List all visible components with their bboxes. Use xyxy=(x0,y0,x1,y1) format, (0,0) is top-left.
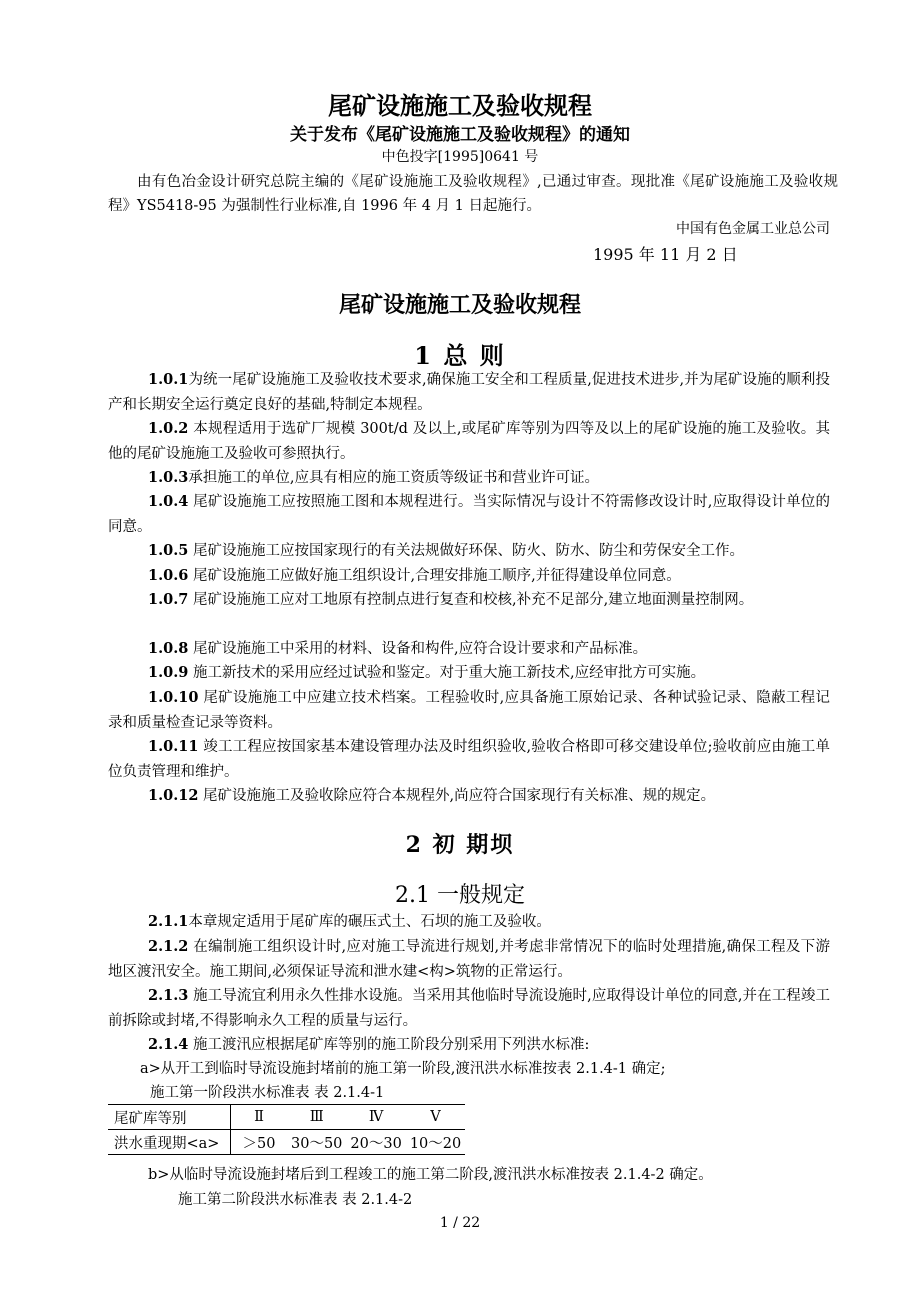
clause: 1.0.8 尾矿设施施工中采用的材料、设备和构件,应符合设计要求和产品标准。 xyxy=(148,640,648,657)
table-cell: Ⅱ xyxy=(231,1105,288,1130)
clause: 2.1.4 施工渡汛应根据尾矿库等别的施工阶段分别采用下列洪水标准: xyxy=(148,1036,590,1053)
page-number: 1 / 22 xyxy=(439,1215,481,1231)
table-1-caption: 施工第一阶段洪水标准表 表 2.1.4-1 xyxy=(150,1085,385,1101)
document-title: 尾矿设施施工及验收规程 xyxy=(328,91,592,120)
clause: 1.0.6 尾矿设施施工应做好施工组织设计,合理安排施工顺序,并征得建设单位同意。 xyxy=(148,567,681,584)
clause: 1.0.2 本规程适用于选矿厂规模 300t/d 及以上,或尾矿库等别为四等及以上的尾矿设施的施工及验收。其他的尾矿设施施工及验收可参照执行。 xyxy=(108,420,830,462)
item-b: b>从临时导流设施封堵后到工程竣工的施工第二阶段,渡汛洪水标准按表 2.1.4-2 确定。 xyxy=(148,1167,713,1183)
table-cell: 洪水重现期<a> xyxy=(108,1130,231,1155)
table-cell: 尾矿库等别 xyxy=(108,1105,231,1130)
clause: 1.0.11 竣工工程应按国家基本建设管理办法及时组织验收,验收合格即可移交建设单位;验收前应由施工单位负责管理和维护。 xyxy=(108,738,830,780)
table-cell: Ⅳ xyxy=(346,1105,405,1130)
item-a: a>从开工到临时导流设施封堵前的施工第一阶段,渡汛洪水标准按表 2.1.4-1 确定; xyxy=(140,1061,666,1077)
clause: 1.0.12 尾矿设施施工及验收除应符合本规程外,尚应符合国家现行有关标准、规的规定。 xyxy=(148,787,716,804)
clause: 2.1.2 在编制施工组织设计时,应对施工导流进行规划,并考虑非常情况下的临时处理措施,确保工程及下游地区渡汛安全。施工期间,必须保证导流和泄水建<构>筑物的正常运行。 xyxy=(108,938,830,980)
table-cell: ＞50 xyxy=(231,1130,288,1155)
clause: 2.1.3 施工导流宜利用永久性排水设施。当采用其他临时导流设施时,应取得设计单位的同意,并在工程竣工前拆除或封堵,不得影响永久工程的质量与运行。 xyxy=(108,987,830,1029)
flood-standard-table-1 xyxy=(108,1104,465,1155)
issuer: 中国有色金属工业总公司 xyxy=(676,221,830,237)
issue-date: 1995 年 11 月 2 日 xyxy=(593,245,738,264)
clause: 1.0.10 尾矿设施施工中应建立技术档案。工程验收时,应具备施工原始记录、各种试验记录、隐蔽工程记录和质量检查记录等资料。 xyxy=(108,689,830,731)
chapter-1-heading: 1 总 则 xyxy=(414,341,506,370)
table-cell: Ⅴ xyxy=(406,1105,465,1130)
table-cell: 30～50 xyxy=(287,1130,346,1155)
section-2-1-heading: 2.1 一般规定 xyxy=(395,883,525,908)
clause: 2.1.1本章规定适用于尾矿库的碾压式土、石坝的施工及验收。 xyxy=(148,913,551,930)
clause: 1.0.7 尾矿设施施工应对工地原有控制点进行复查和校核,补充不足部分,建立地面测量控制网。 xyxy=(148,591,754,608)
clause: 1.0.3承担施工的单位,应具有相应的施工资质等级证书和营业许可证。 xyxy=(148,469,599,486)
clause: 1.0.1为统一尾矿设施施工及验收技术要求,确保施工安全和工程质量,促进技术进步,并为尾矿设施的顺利投产和长期安全运行奠定良好的基础,特制定本规程。 xyxy=(108,371,830,413)
main-title: 尾矿设施施工及验收规程 xyxy=(338,292,581,318)
table-row xyxy=(108,1130,465,1155)
notice-body: 由有色冶金设计研究总院主编的《尾矿设施施工及验收规程》,已通过审查。现批准《尾矿设施施工及验收规程》YS5418-95 为强制性行业标准,自 1996 年 4 月 1 日起施行。 xyxy=(108,174,838,214)
notice-title: 关于发布《尾矿设施施工及验收规程》的通知 xyxy=(290,125,630,145)
table-cell: Ⅲ xyxy=(287,1105,346,1130)
clause: 1.0.9 施工新技术的采用应经过试验和鉴定。对于重大施工新技术,应经审批方可实施。 xyxy=(148,664,706,681)
table-cell: 10～20 xyxy=(406,1130,465,1155)
clause: 1.0.4 尾矿设施施工应按照施工图和本规程进行。当实际情况与设计不符需修改设计时,应取得设计单位的同意。 xyxy=(108,493,830,535)
notice-code: 中色投字[1995]0641 号 xyxy=(381,149,539,165)
table-row xyxy=(108,1105,465,1130)
table-cell: 20～30 xyxy=(346,1130,405,1155)
clause: 1.0.5 尾矿设施施工应按国家现行的有关法规做好环保、防火、防水、防尘和劳保安全工作。 xyxy=(148,542,744,559)
chapter-2-heading: 2 初 期坝 xyxy=(405,832,515,858)
table-2-caption: 施工第二阶段洪水标准表 表 2.1.4-2 xyxy=(178,1192,413,1208)
